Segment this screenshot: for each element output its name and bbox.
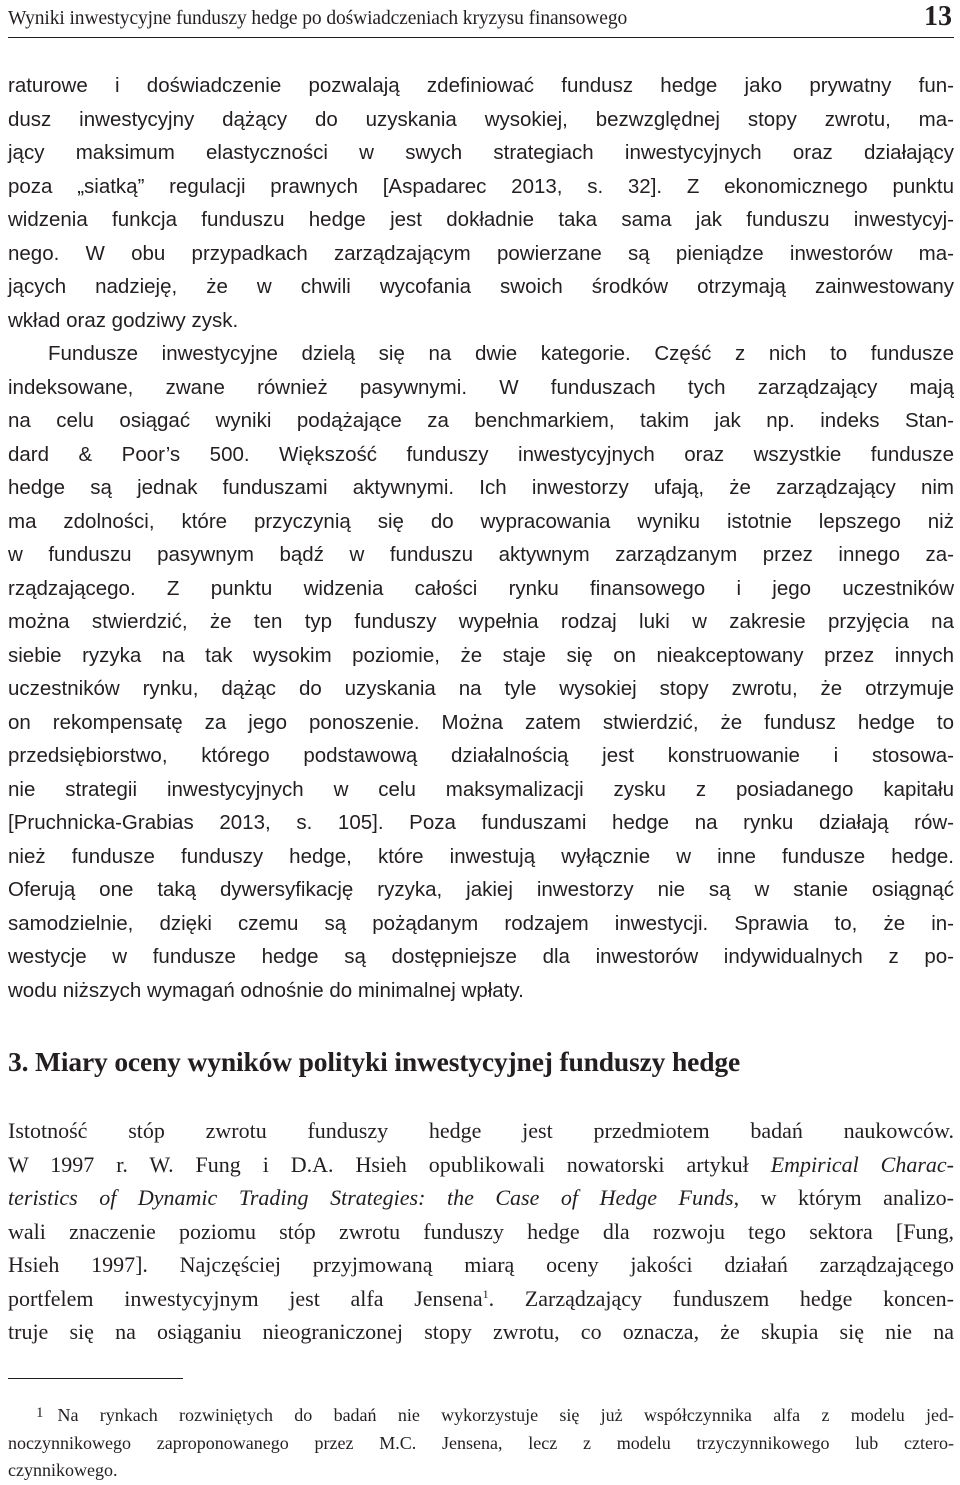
text-line: uczestników rynku, dążąc do uzyskania na tyle wysokiej stopy zwrotu, że otrzymuje bbox=[8, 677, 954, 700]
text-line bbox=[8, 1282, 954, 1316]
text-line: raturowe i doświadczenie pozwalają zdefiniować fundusz hedge jako prywatny fun- bbox=[8, 74, 954, 97]
text-line: Fundusze inwestycyjne dzielą się na dwie kategorie. Część z nich to fundusze bbox=[48, 342, 954, 365]
running-title: Wyniki inwestycyjne funduszy hedge po doświadczeniach kryzysu finansowego bbox=[8, 8, 628, 29]
text-run: W 1997 r. W. Fung i D.A. Hsieh opublikowali nowatorski artykuł bbox=[8, 1151, 771, 1177]
text-line: samodzielnie, dzięki czemu są pożądanym rodzajem inwestycji. Sprawia to, że in- bbox=[8, 911, 954, 935]
footnote-line bbox=[8, 1400, 954, 1430]
text-line: nego. W obu przypadkach zarządzającym powierzane są pieniądze inwestorów ma- bbox=[8, 241, 954, 265]
text-line bbox=[8, 1148, 954, 1182]
text-line: westycje w fundusze hedge są dostępniejsze dla inwestorów indywidualnych z po- bbox=[8, 945, 954, 968]
footnote-line: czynnikowego. bbox=[8, 1460, 118, 1480]
text-line: hedge są jednak funduszami aktywnymi. Ich inwestorzy ufają, że zarządzający nim bbox=[8, 476, 954, 499]
text-run: portfelem inwestycyjnym jest alfa Jensena bbox=[8, 1285, 483, 1311]
text-line: widzenia funkcja funduszu hedge jest dokładnie taka sama jak funduszu inwestycyj- bbox=[8, 208, 954, 231]
text-line: [Pruchnicka-Grabias 2013, s. 105]. Poza funduszami hedge na rynku działają rów- bbox=[8, 811, 954, 834]
text-line: jący maksimum elastyczności w swych strategiach inwestycyjnych oraz działający bbox=[8, 141, 954, 164]
text-line: on rekompensatę za jego ponoszenie. Można zatem stwierdzić, że fundusz hedge to bbox=[8, 710, 954, 734]
text-line: dusz inwestycyjny dążący do uzyskania wysokiej, bezwzględnej stopy zwrotu, ma- bbox=[8, 107, 954, 131]
text-line: poza „siatką” regulacji prawnych [Aspadarec 2013, s. 32]. Z ekonomicznego punktu bbox=[8, 174, 954, 198]
header-rule bbox=[8, 37, 954, 38]
text-line: Hsieh 1997]. Najczęściej przyjmowaną miarą oceny jakości działań zarządzającego bbox=[8, 1252, 954, 1277]
paragraph-1 bbox=[8, 69, 954, 1007]
text-run: , w którym analizo- bbox=[733, 1185, 954, 1210]
text-line: rządzającego. Z punktu widzenia całości rynku finansowego i jego uczestników bbox=[8, 576, 954, 600]
text-line: Istotność stóp zwrotu funduszy hedge jest przedmiotem badań naukowców. bbox=[8, 1118, 954, 1143]
text-line: dard & Poor’s 500. Większość funduszy inwestycyjnych oraz wszystkie fundusze bbox=[8, 442, 954, 466]
text-line: ma zdolności, które przyczynią się do wypracowania wyniku istotnie lepszego niż bbox=[8, 509, 954, 533]
text-line: w funduszu pasywnym bądź w funduszu aktywnym zarządzanym przez innego za- bbox=[8, 543, 954, 566]
text-line: indeksowane, zwane również pasywnymi. W funduszach tych zarządzający mają bbox=[8, 375, 954, 399]
text-line: nie strategii inwestycyjnych w celu maksymalizacji zysku z posiadanego kapitału bbox=[8, 777, 954, 801]
footnote-line: noczynnikowego zaproponowanego przez M.C. Jensena, lecz z modelu trzyczynnikowego lub cztero- bbox=[8, 1432, 954, 1453]
text-line: wodu niższych wymagań odnośnie do minimalnej wpłaty. bbox=[8, 978, 524, 1002]
paragraph-3 bbox=[8, 1114, 954, 1349]
article-title-italic: Empirical Charac- bbox=[770, 1151, 954, 1177]
text-line: przedsiębiorstwo, którego podstawową działalnością jest konstruowanie i stosowa- bbox=[8, 744, 954, 767]
page-header bbox=[8, 0, 954, 44]
text-line: jących nadzieję, że w chwili wycofania swoich środków otrzymają zainwestowany bbox=[8, 275, 954, 298]
text-line: nież fundusze funduszy hedge, które inwestują wyłącznie w inne fundusze hedge. bbox=[8, 844, 954, 868]
text-run: . Zarządzający funduszem hedge koncen- bbox=[488, 1285, 954, 1311]
text-line: truje się na osiąganiu nieograniczonej stopy zwrotu, co oznacza, że skupia się nie na bbox=[8, 1319, 954, 1344]
footnote-rule bbox=[8, 1378, 183, 1379]
text-line: siebie ryzyka na tak wysokim poziomie, że staje się on nieakceptowany przez innych bbox=[8, 643, 954, 667]
footnote bbox=[8, 1400, 954, 1485]
footnote-marker: 1 bbox=[36, 1405, 44, 1421]
text-line: na celu osiągać wyniki podążające za benchmarkiem, takim jak np. indeks Stan- bbox=[8, 409, 954, 432]
text-line: wali znaczenie poziomu stóp zwrotu funduszy hedge dla rozwoju tego sektora [Fung, bbox=[8, 1218, 954, 1244]
footnote-text: Na rynkach rozwiniętych do badań nie wykorzystuje się już współczynnika alfa z modelu jed- bbox=[57, 1405, 954, 1425]
footnote-reference[interactable]: 1 bbox=[482, 1286, 489, 1301]
section-heading: 3. Miary oceny wyników polityki inwestycyjnej funduszy hedge bbox=[8, 1046, 740, 1077]
article-title-italic: teristics of Dynamic Trading Strategies: the Case of Hedge Funds bbox=[8, 1185, 734, 1210]
text-line: można stwierdzić, że ten typ funduszy wypełnia rodzaj luki w zakresie przyjęcia na bbox=[8, 610, 954, 633]
text-line bbox=[8, 1181, 954, 1215]
text-line: Oferują one taką dywersyfikację ryzyka, jakiej inwestorzy nie są w stanie osiągnąć bbox=[8, 878, 954, 901]
text-line: wkład oraz godziwy zysk. bbox=[8, 308, 239, 332]
page-number: 13 bbox=[924, 1, 952, 32]
